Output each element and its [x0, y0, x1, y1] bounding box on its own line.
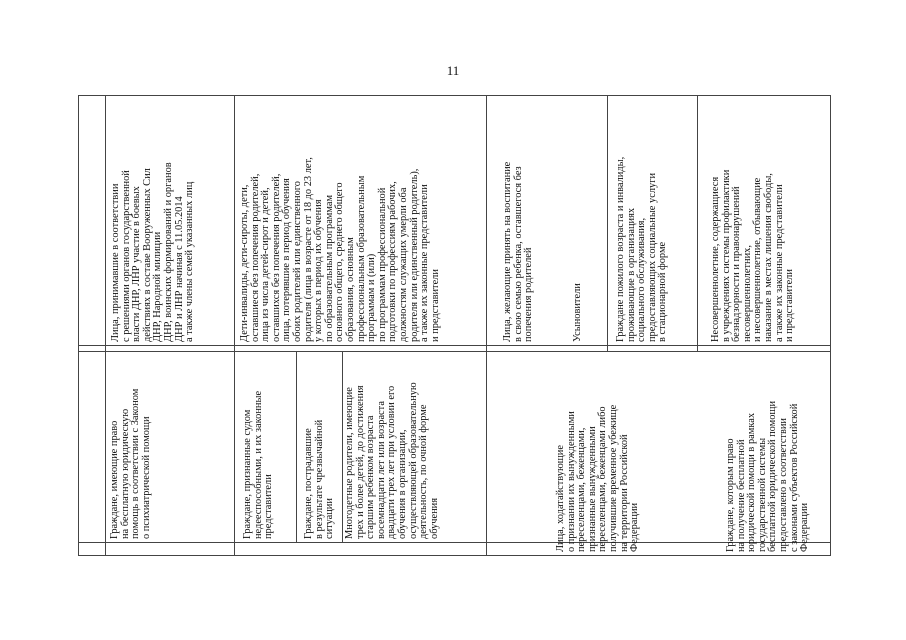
- column-divider: [78, 542, 831, 543]
- page-number: 11: [446, 63, 460, 78]
- table-border-top: [78, 95, 831, 96]
- category-cell: [110, 355, 230, 539]
- row-divider: [105, 95, 106, 556]
- category-cell: [243, 355, 295, 539]
- category-cell: [726, 355, 830, 552]
- persons-text: Лица, принимавшие в соответствии с решениями органов государственной власти ДНР, ЛНР участие в боевых действиях в составе Вооруженных Сил ДНР, Народной милиции ДНР, воинских формирований и органов ДНР и ЛНР начиная с 11.05.2014 а также члены семей указанных лиц: [110, 162, 196, 342]
- table-border-left: [78, 95, 79, 556]
- category-cell: [345, 355, 483, 539]
- row-divider: [486, 351, 487, 555]
- category-cell: [304, 355, 340, 539]
- column-divider: [78, 345, 831, 346]
- row-divider: [342, 351, 343, 542]
- category-text: Граждане, признанные судом недееспособными, и их законные представители: [242, 390, 275, 539]
- row-divider: [486, 95, 487, 351]
- table-border-bottom: [78, 555, 831, 556]
- row-divider: [697, 95, 698, 351]
- row-divider: [234, 95, 235, 556]
- column-divider: [78, 351, 831, 352]
- row-divider: [296, 351, 297, 542]
- persons-text: Усыновители: [572, 283, 583, 342]
- persons-text: Несовершеннолетние, содержащиеся в учреждениях системы профилактики безнадзорности и правонарушений несовершеннолетних, и несовершеннолетние, отбывающие наказание в местах лишения свободы, а также их законные представители и представители: [710, 169, 796, 342]
- category-text: Граждане, которым право на получение бесплатной юридической помощи в рамках государственной системы бесплатной юридической помощи предоставлено в соответствии с законами субъектов Российской Федерации: [725, 400, 811, 552]
- row-divider: [607, 95, 608, 351]
- category-text: Граждане, имеющие право на бесплатную юридическую помощь в соответствии с Законом о психиатрической помощи: [109, 388, 152, 539]
- persons-text: Граждане пожилого возраста и инвалиды, проживающие в организациях социального обслуживания, предоставляющих социальные услуги в стационарной форме: [615, 156, 669, 342]
- persons-text: Лица, желающие принять на воспитание в свою семью ребенка, оставшегося без попечения родителей: [502, 161, 535, 342]
- category-text: Лица, ходатайствующие о признании их вынужденными переселенцами, беженцами, признанные вынужденными переселенцами, беженцами либо получившие временное убежище на территории Российской Федерации: [555, 404, 641, 552]
- category-text: Граждане, пострадавшие в результате чрезвычайной ситуации: [303, 419, 336, 539]
- document-table: [78, 95, 831, 556]
- persons-text: Дети-инвалиды, дети-сироты, дети, оставшиеся без попечения родителей, лица из числа детей-сирот и детей, оставшихся без попечения родителей, лица, потерявшие в период обучения обоих родителей или единственного родителя (лица в возрасте от 18 до 23 лет, у которых в период их обучения по образовательным программам основного общего, среднего общего образования, основным профессиональным образовательным программам и (или) по программам профессиональной подготовки по профессиям рабочих, должностям служащих умерли оба родителя или единственный родитель), а также их законные представители и представители: [239, 157, 441, 342]
- persons-cell: [711, 99, 823, 342]
- persons-cell: [240, 99, 480, 342]
- persons-cell: [616, 99, 696, 342]
- persons-cell: [111, 99, 231, 342]
- category-text: Многодетные родители, имеющие трех и более детей, до достижения старшим ребенком возраста восемнадцати лет или возраста двадцати трех лет при условии его обучения в организации, осуществляющей образовательную деятельность, по очной форме обучения: [344, 382, 440, 539]
- persons-cell: [573, 99, 603, 342]
- category-cell: [556, 355, 676, 552]
- table-border-right: [830, 95, 831, 556]
